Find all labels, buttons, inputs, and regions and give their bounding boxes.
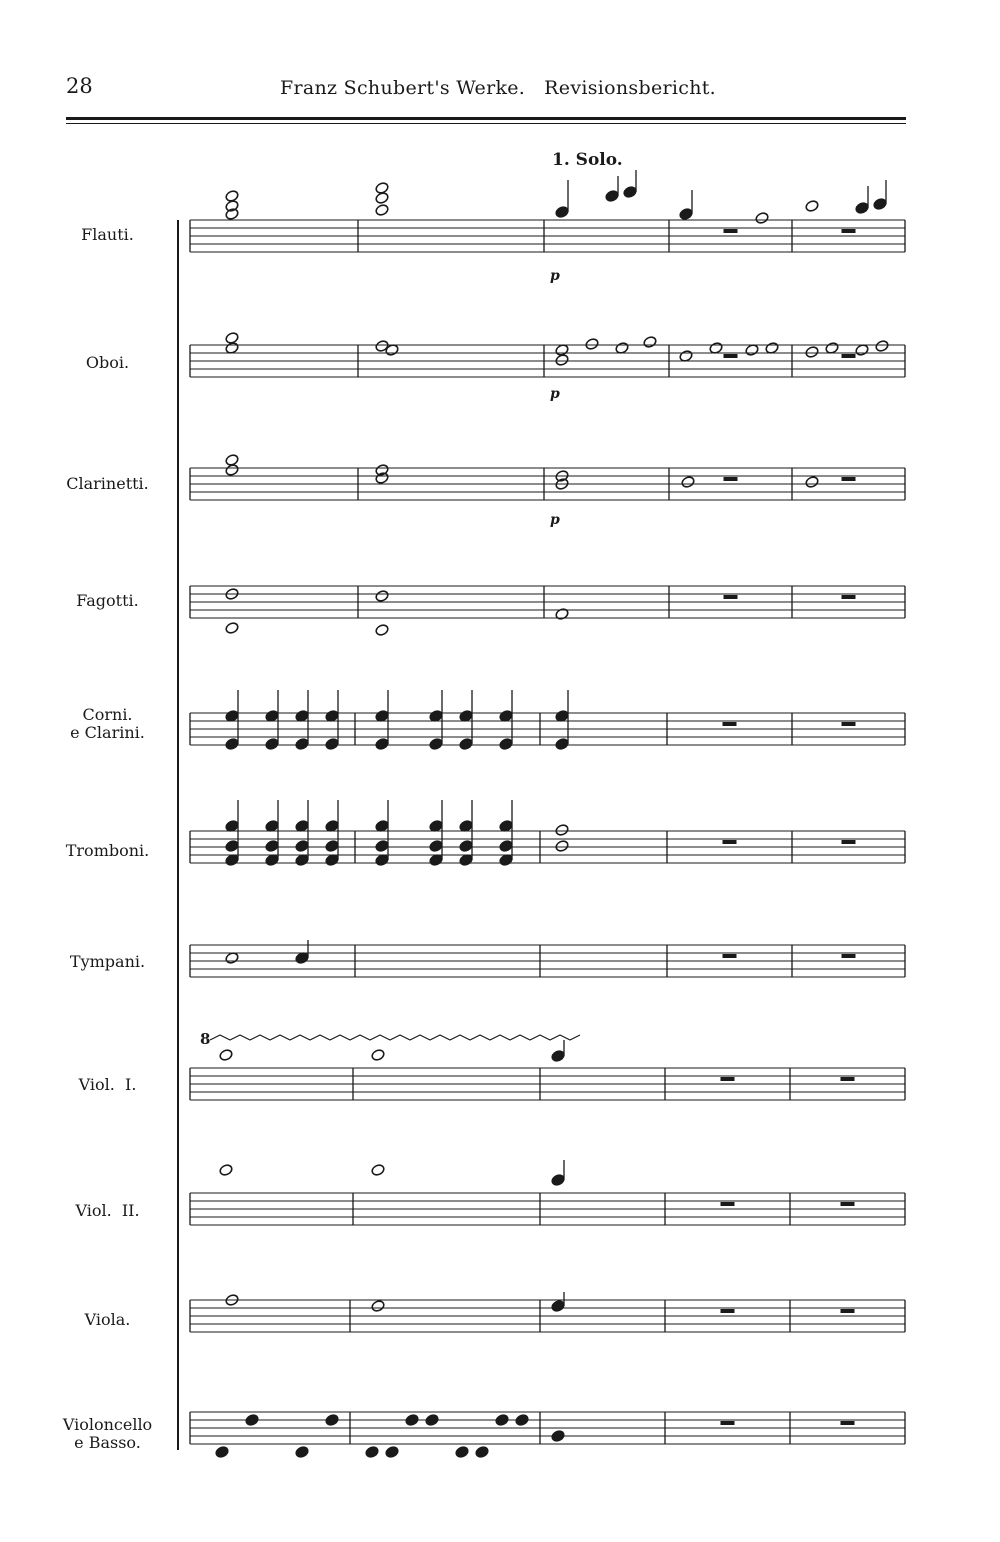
note-head (875, 339, 890, 352)
note-head (265, 839, 280, 852)
dynamic-oboi: p (550, 386, 560, 402)
note-head (295, 1445, 310, 1458)
whole-rest (842, 595, 856, 599)
note-head (225, 737, 240, 750)
whole-rest (842, 229, 856, 233)
whole-rest (842, 722, 856, 726)
note-head (375, 203, 390, 216)
note-head (551, 1429, 566, 1442)
note-head (219, 1048, 234, 1061)
whole-rest (841, 1202, 855, 1206)
whole-rest (724, 229, 738, 233)
whole-rest (841, 1421, 855, 1425)
dynamic-clarinetti: p (550, 512, 560, 528)
note-head (459, 737, 474, 750)
ottava-line (210, 1035, 580, 1040)
whole-rest (723, 954, 737, 958)
label-viol-1: Viol. I. (78, 1075, 137, 1094)
dynamic-flauti: p (550, 268, 560, 284)
note-head (375, 839, 390, 852)
note-head (551, 1173, 566, 1186)
note-head (475, 1445, 490, 1458)
note-head (225, 621, 240, 634)
whole-rest (721, 1421, 735, 1425)
note-head (245, 1413, 260, 1426)
note-head (371, 1163, 386, 1176)
note-head (585, 337, 600, 350)
note-head (555, 205, 570, 218)
label-tromboni: Tromboni. (65, 841, 150, 860)
note-head (555, 839, 570, 852)
whole-rest (842, 840, 856, 844)
note-head (873, 197, 888, 210)
note-head (215, 1445, 230, 1458)
note-head (325, 737, 340, 750)
label-violoncello-basso: Violoncello e Basso. (62, 1415, 153, 1452)
note-head (515, 1413, 530, 1426)
note-head (429, 737, 444, 750)
note-head (375, 339, 390, 352)
note-head (375, 737, 390, 750)
note-head (551, 1049, 566, 1062)
whole-rest (724, 354, 738, 358)
note-head (375, 191, 390, 204)
note-head (855, 201, 870, 214)
label-flauti: Flauti. (81, 225, 134, 244)
note-head (405, 1413, 420, 1426)
note-head (555, 353, 570, 366)
note-head (265, 737, 280, 750)
note-head (499, 737, 514, 750)
whole-rest (842, 354, 856, 358)
note-head (555, 823, 570, 836)
whole-rest (724, 595, 738, 599)
note-head (425, 1413, 440, 1426)
solo-marking: 1. Solo. (552, 150, 623, 170)
whole-rest (721, 1077, 735, 1081)
note-head (555, 737, 570, 750)
note-head (805, 345, 820, 358)
note-head (805, 475, 820, 488)
label-clarinetti: Clarinetti. (66, 474, 149, 493)
note-head (605, 189, 620, 202)
label-tympani: Tympani. (69, 952, 146, 971)
whole-rest (841, 1309, 855, 1313)
note-head (375, 589, 390, 602)
note-head (455, 1445, 470, 1458)
whole-rest (841, 1077, 855, 1081)
note-head (375, 623, 390, 636)
note-head (325, 1413, 340, 1426)
whole-rest (721, 1309, 735, 1313)
note-head (429, 839, 444, 852)
label-corni-clarini: Corni. e Clarini. (70, 705, 145, 742)
note-head (225, 839, 240, 852)
note-head (295, 839, 310, 852)
note-head (643, 335, 658, 348)
note-head (805, 199, 820, 212)
whole-rest (842, 954, 856, 958)
whole-rest (723, 722, 737, 726)
note-head (385, 1445, 400, 1458)
whole-rest (842, 477, 856, 481)
label-viola: Viola. (84, 1310, 131, 1329)
note-head (459, 839, 474, 852)
note-head (681, 475, 696, 488)
label-oboi: Oboi. (85, 353, 130, 372)
note-head (371, 1048, 386, 1061)
note-head (623, 185, 638, 198)
label-viol-2: Viol. II. (75, 1201, 140, 1220)
note-head (365, 1445, 380, 1458)
note-head (295, 737, 310, 750)
note-head (495, 1413, 510, 1426)
note-head (555, 607, 570, 620)
note-head (225, 463, 240, 476)
running-title: Franz Schubert's Werke. Revisionsbericht. (280, 77, 717, 99)
note-head (325, 839, 340, 852)
whole-rest (723, 840, 737, 844)
label-fagotti: Fagotti. (76, 591, 139, 610)
note-head (499, 839, 514, 852)
whole-rest (724, 477, 738, 481)
note-head (551, 1299, 566, 1312)
note-head (371, 1299, 386, 1312)
note-head (755, 211, 770, 224)
note-head (679, 207, 694, 220)
note-head (219, 1163, 234, 1176)
page-number: 28 (66, 74, 93, 98)
whole-rest (721, 1202, 735, 1206)
ottava-marking: 8 (200, 1030, 211, 1048)
